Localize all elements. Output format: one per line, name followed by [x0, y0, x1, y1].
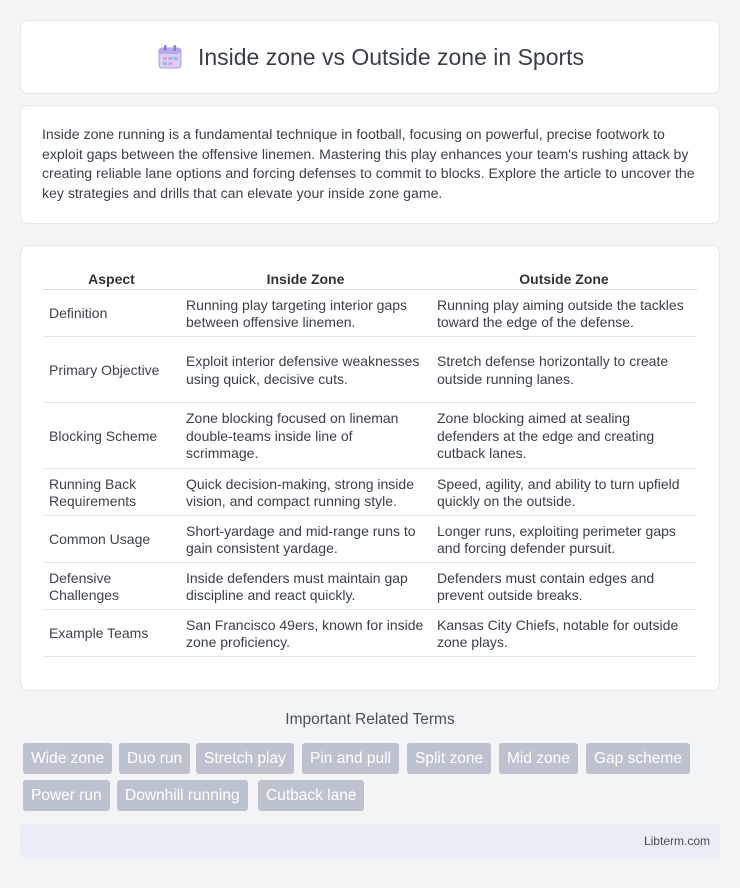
table-cell: Speed, agility, and ability to turn upfield quickly on the outside.	[431, 471, 697, 516]
comparison-card	[20, 245, 720, 691]
table-cell: Kansas City Chiefs, notable for outside zone plays.	[431, 612, 697, 657]
column-header-inside-zone: Inside Zone	[180, 268, 431, 290]
table-row	[43, 292, 697, 337]
intro-text: Inside zone running is a fundamental technique in football, focusing on powerful, precise footwork to exploit gaps between the offensive linemen. Mastering this play enhances your team's rushing attack by creating reliable lane options and forcing defenses to commit to blocks. Explore the article to uncover the key strategies and drills that can elevate your inside zone game.	[42, 126, 695, 201]
table-cell: Defenders must contain edges and prevent outside breaks.	[431, 565, 697, 610]
table-cell: Quick decision-making, strong inside vision, and compact running style.	[180, 471, 431, 516]
tag-pin-and-pull[interactable]: Pin and pull	[302, 743, 399, 774]
tag-wide-zone[interactable]: Wide zone	[23, 743, 112, 774]
table-cell: Defensive Challenges	[43, 565, 180, 610]
table-cell: Example Teams	[43, 612, 180, 657]
table-cell: Running play aiming outside the tackles toward the edge of the defense.	[431, 292, 697, 337]
table-cell: San Francisco 49ers, known for inside zone proficiency.	[180, 612, 431, 657]
intro-card	[20, 105, 720, 224]
table-cell: Running play targeting interior gaps between offensive linemen.	[180, 292, 431, 337]
related-terms-title: Important Related Terms	[285, 711, 455, 728]
footer	[20, 824, 720, 858]
table-row	[43, 339, 697, 403]
comparison-table	[43, 266, 697, 659]
table-row	[43, 612, 697, 657]
table-cell: Running Back Requirements	[43, 471, 180, 516]
tag-mid-zone[interactable]: Mid zone	[499, 743, 578, 774]
column-header-aspect: Aspect	[43, 268, 180, 290]
title-wrap	[156, 43, 584, 71]
tag-stretch-play[interactable]: Stretch play	[196, 743, 294, 774]
table-cell: Zone blocking focused on lineman double-teams inside line of scrimmage.	[180, 405, 431, 469]
column-header-outside-zone: Outside Zone	[431, 268, 697, 290]
table-cell: Common Usage	[43, 518, 180, 563]
table-cell: Zone blocking aimed at sealing defenders at the edge and creating cutback lanes.	[431, 405, 697, 469]
table-cell: Inside defenders must maintain gap discipline and react quickly.	[180, 565, 431, 610]
tag-duo-run[interactable]: Duo run	[119, 743, 190, 774]
table-cell: Longer runs, exploiting perimeter gaps and forcing defender pursuit.	[431, 518, 697, 563]
tag-split-zone[interactable]: Split zone	[407, 743, 491, 774]
table-cell: Stretch defense horizontally to create outside running lanes.	[431, 339, 697, 403]
table-cell: Short-yardage and mid-range runs to gain consistent yardage.	[180, 518, 431, 563]
tag-downhill-running[interactable]: Downhill running	[117, 780, 248, 811]
table-row	[43, 405, 697, 469]
calendar-icon	[156, 43, 184, 71]
table-cell: Definition	[43, 292, 180, 337]
tag-gap-scheme[interactable]: Gap scheme	[586, 743, 690, 774]
table-row	[43, 471, 697, 516]
table-cell: Primary Objective	[43, 339, 180, 403]
page-title: Inside zone vs Outside zone in Sports	[197, 43, 585, 70]
table-cell: Blocking Scheme	[43, 405, 180, 469]
table-row	[43, 565, 697, 610]
tag-cutback-lane[interactable]: Cutback lane	[258, 780, 364, 811]
footer-site-link[interactable]: Libterm.com	[643, 834, 710, 848]
tag-power-run[interactable]: Power run	[23, 780, 110, 811]
table-header-row	[43, 268, 697, 290]
table-row	[43, 518, 697, 563]
table-cell: Exploit interior defensive weaknesses using quick, decisive cuts.	[180, 339, 431, 403]
header-card	[20, 20, 720, 94]
